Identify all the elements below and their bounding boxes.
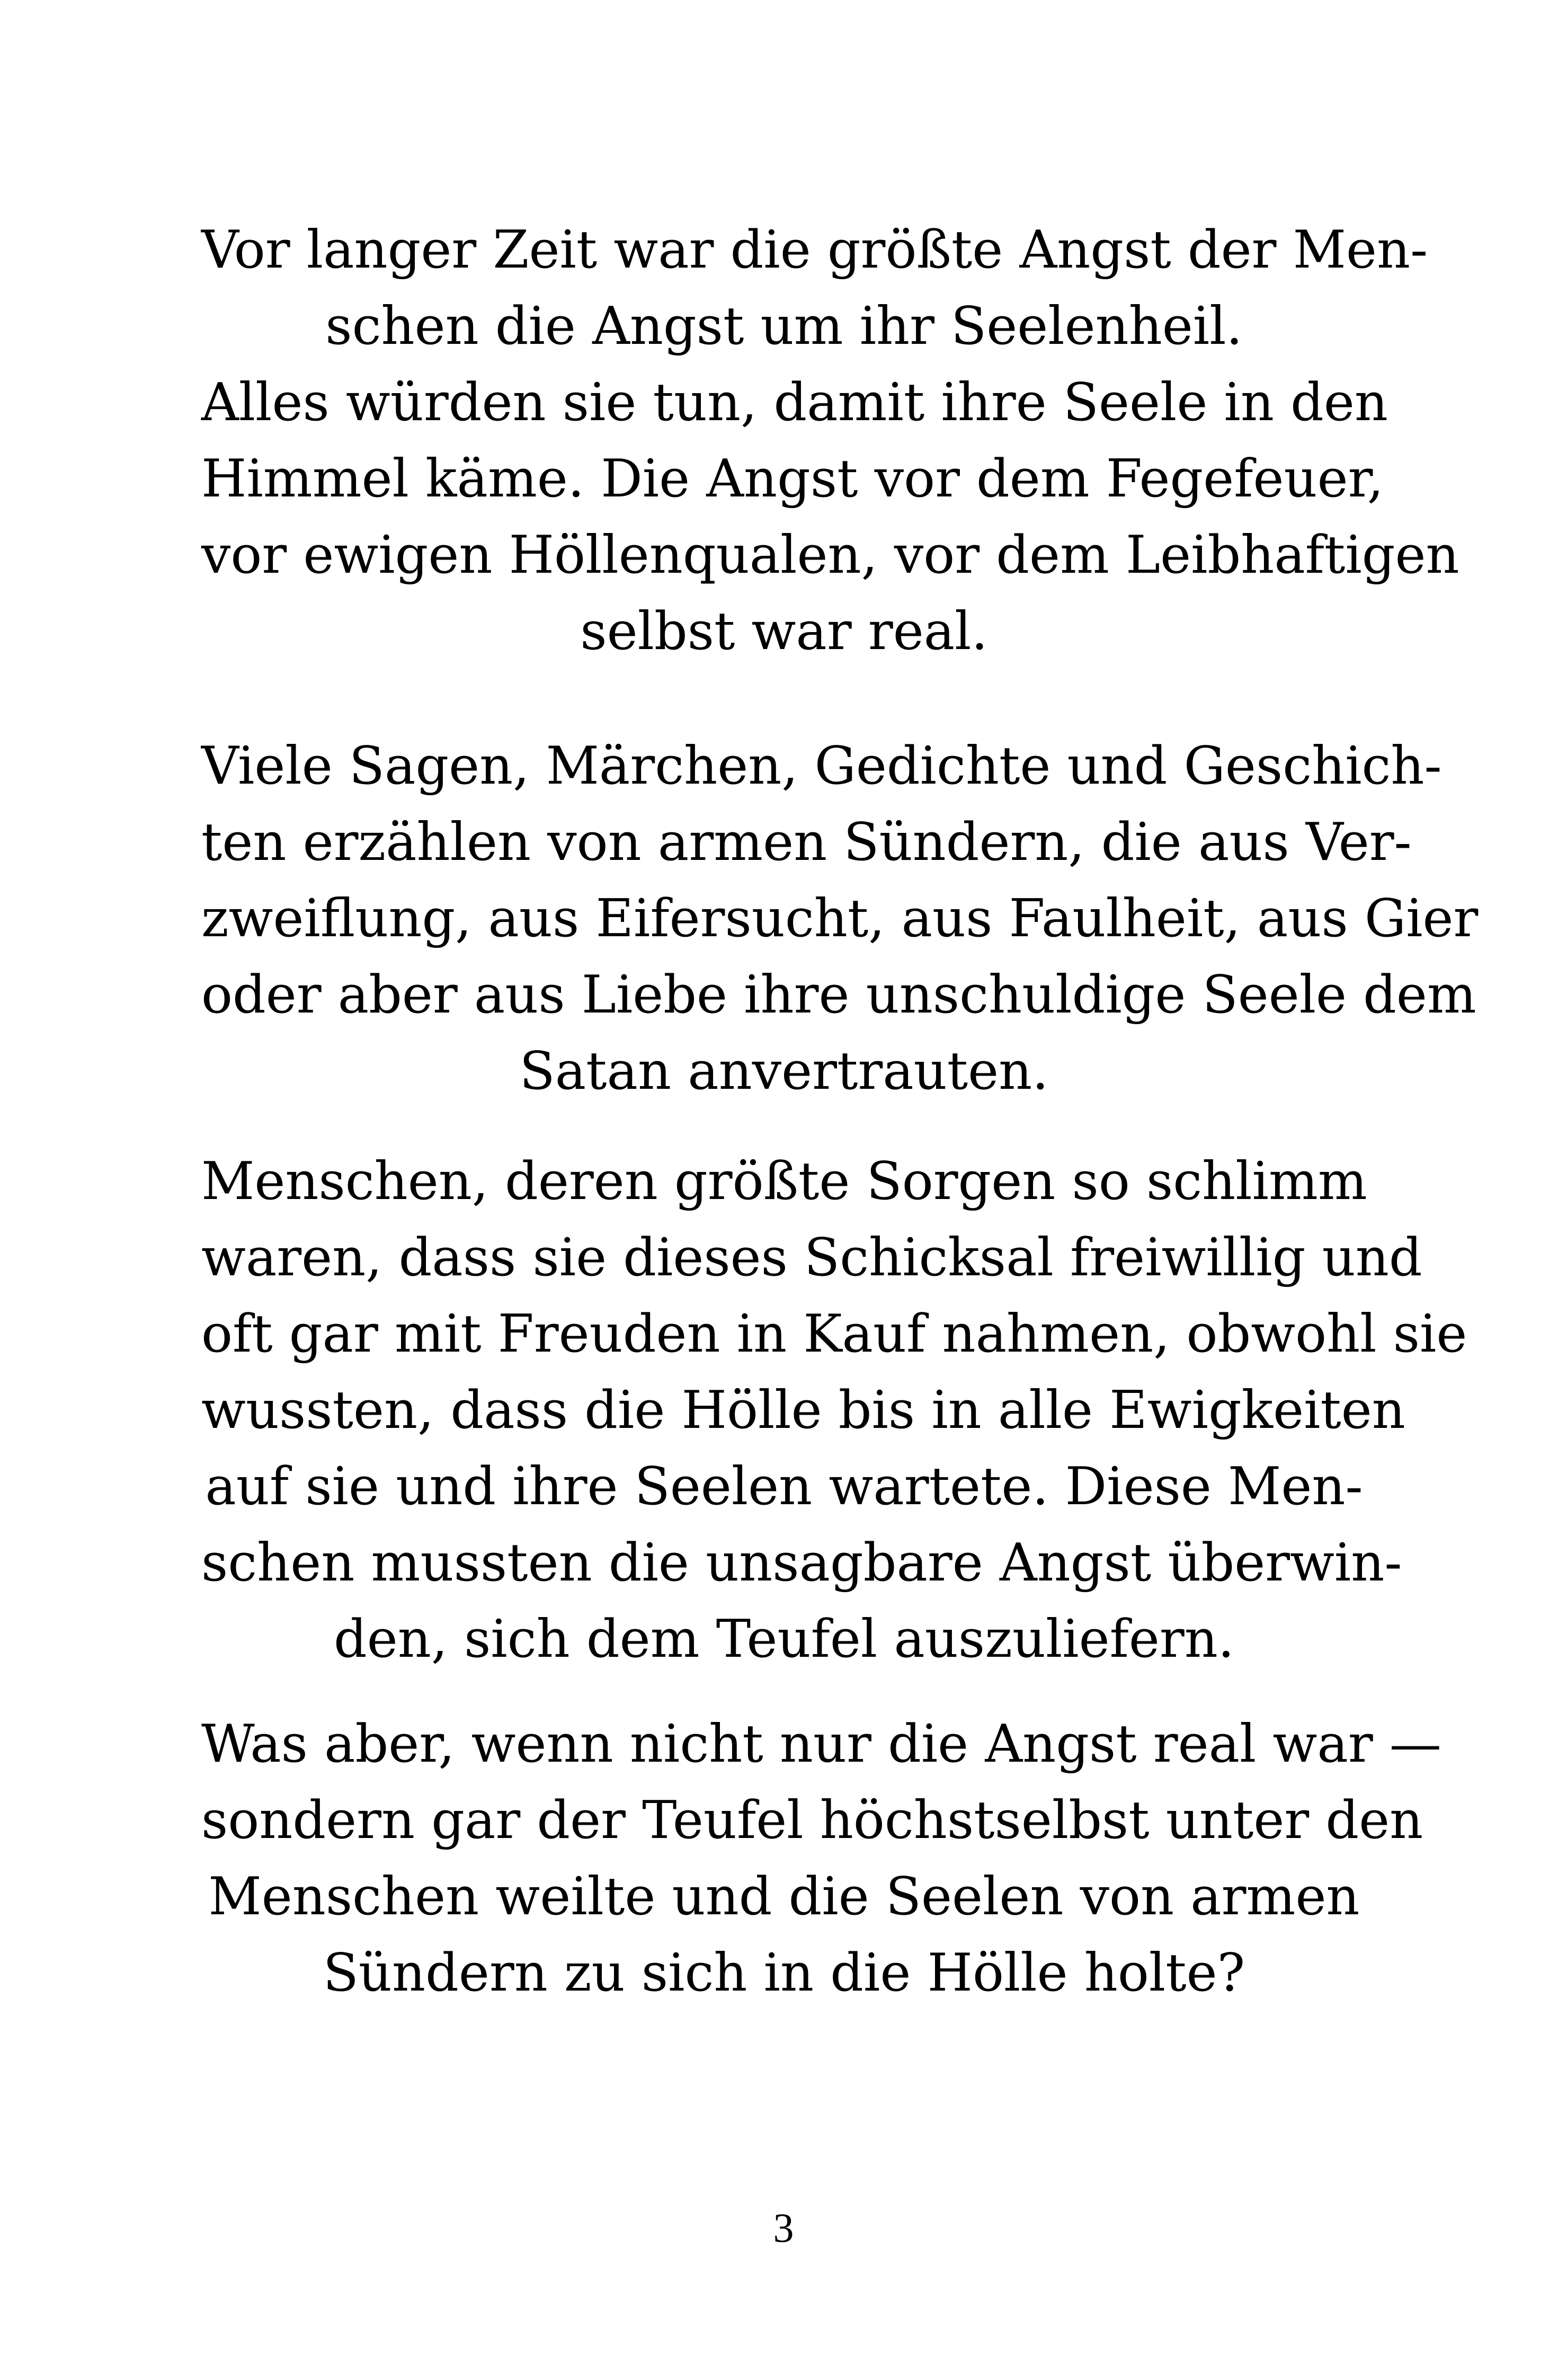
text-line: Alles würden sie tun, damit ihre Seele in den	[201, 372, 1388, 433]
paragraph-2	[201, 728, 1479, 1109]
text-line: ten erzählen von armen Sündern, die aus Ver-	[201, 812, 1412, 873]
paragraph-3	[201, 1143, 1467, 1677]
text-line: auf sie und ihre Seelen wartete. Diese Men-	[205, 1457, 1363, 1517]
text-line: sondern gar der Teufel höchstselbst unter den	[201, 1790, 1423, 1851]
text-line: den, sich dem Teufel auszuliefern.	[333, 1609, 1235, 1669]
text-line: wussten, dass die Hölle bis in alle Ewigkeiten	[201, 1380, 1405, 1441]
text-line: Menschen weilte und die Seelen von armen	[208, 1867, 1360, 1927]
text-line: Menschen, deren größte Sorgen so schlimm	[201, 1151, 1367, 1212]
text-line: Sündern zu sich in die Hölle holte?	[323, 1943, 1245, 2003]
text-line: schen mussten die unsagbare Angst überwin-	[201, 1533, 1402, 1593]
text-line: selbst war real.	[580, 601, 988, 662]
text-line: oder aber aus Liebe ihre unschuldige Seele dem	[201, 965, 1476, 1025]
text-line: oft gar mit Freuden in Kauf nahmen, obwohl sie	[201, 1304, 1467, 1364]
text-line: schen die Angst um ihr Seelenheil.	[325, 296, 1243, 357]
text-line: Viele Sagen, Märchen, Gedichte und Geschich-	[201, 736, 1442, 796]
text-line: Himmel käme. Die Angst vor dem Fegefeuer,	[201, 449, 1384, 509]
text-line: Was aber, wenn nicht nur die Angst real war —	[201, 1714, 1441, 1774]
text-line: Vor langer Zeit war die größte Angst der Men-	[201, 220, 1428, 280]
text-line: vor ewigen Höllenqualen, vor dem Leibhaftigen	[201, 525, 1459, 585]
text-line: waren, dass sie dieses Schicksal freiwillig und	[201, 1228, 1422, 1288]
paragraph-1	[201, 212, 1459, 670]
page-number: 3	[773, 2205, 794, 2251]
paragraph-4	[201, 1706, 1441, 2011]
text-line: zweiflung, aus Eifersucht, aus Faulheit, aus Gier	[201, 889, 1479, 949]
text-line: Satan anvertrauten.	[519, 1041, 1049, 1102]
